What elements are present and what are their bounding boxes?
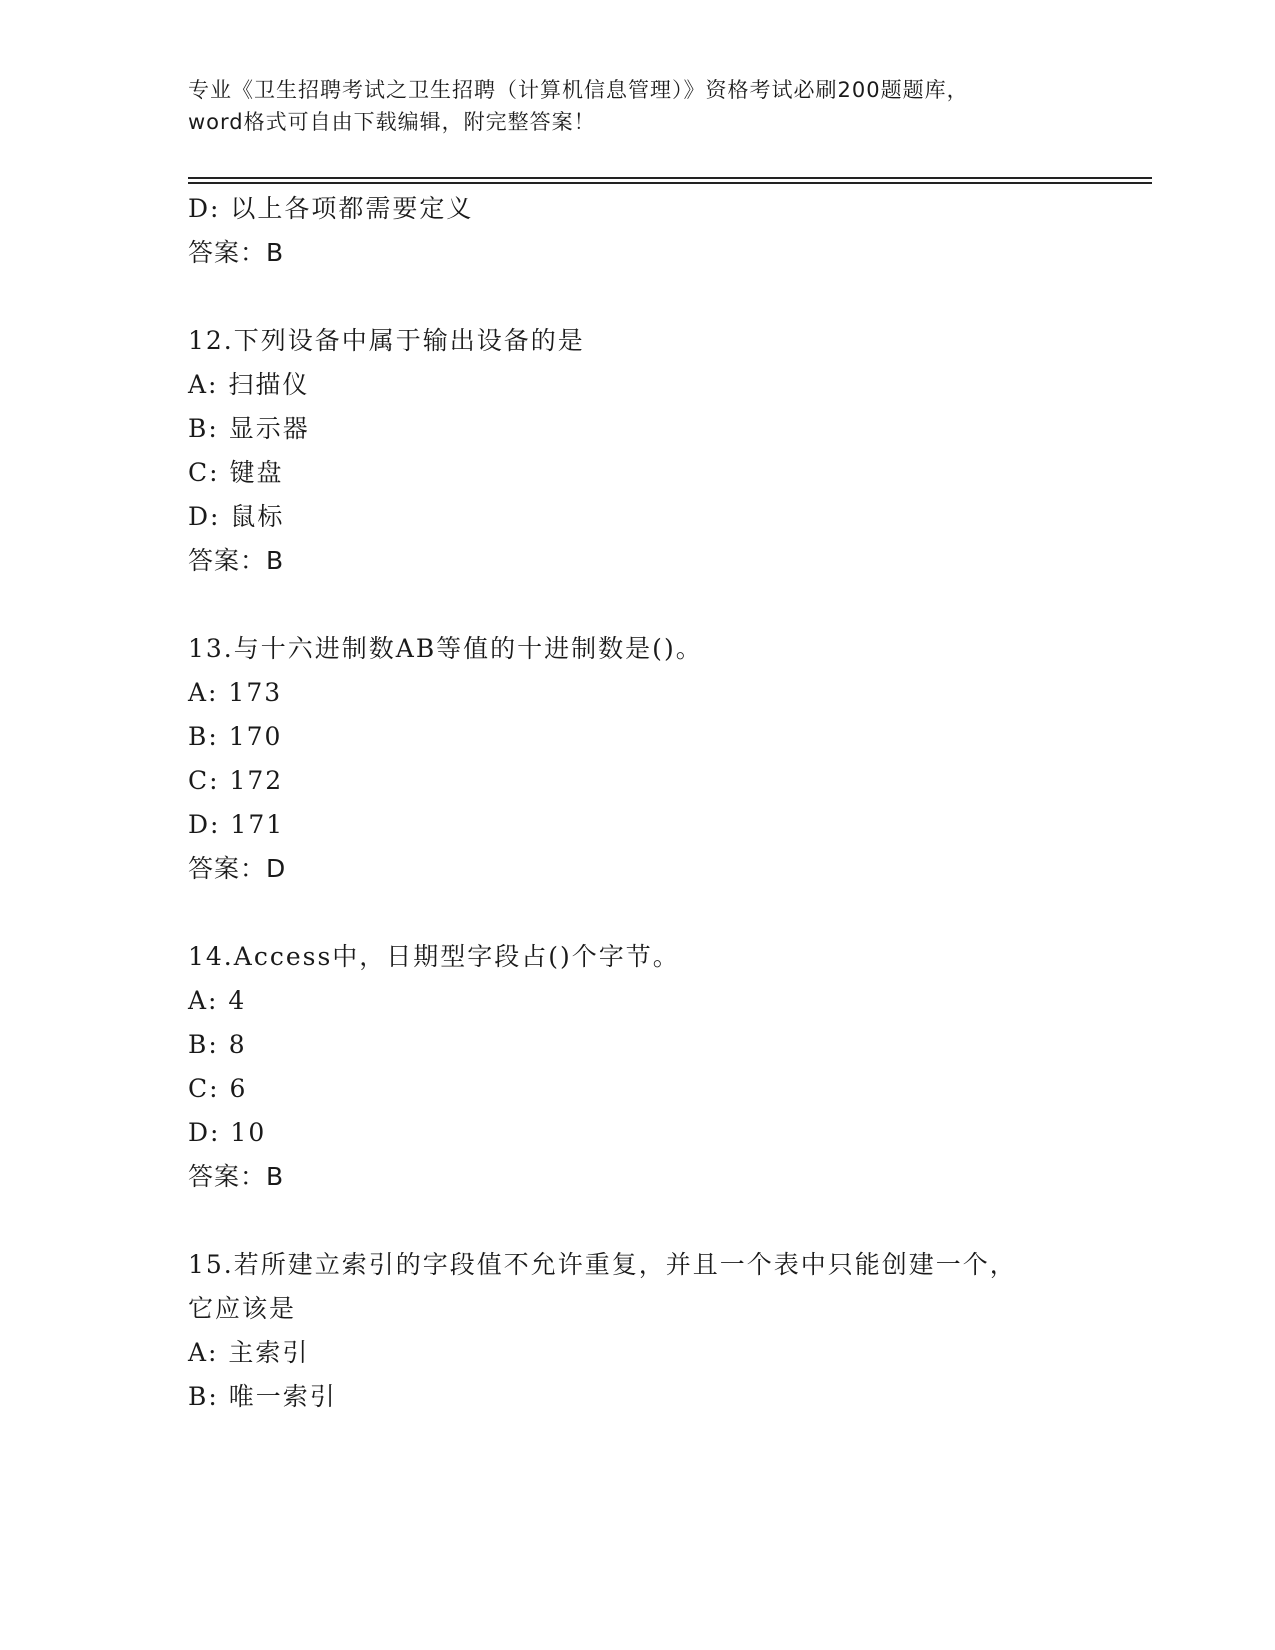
q15-question-line-1: 15.若所建立索引的字段值不允许重复，并且一个表中只能创建一个， xyxy=(188,1250,1017,1279)
header-line-2: word格式可自由下载编辑，附完整答案！ xyxy=(188,110,596,134)
q12-answer: 答案：B xyxy=(188,546,285,575)
q14-question: 14.Access中，日期型字段占()个字节。 xyxy=(188,942,680,971)
q14-option-b: B: 8 xyxy=(188,1030,247,1059)
q13-question: 13.与十六进制数AB等值的十进制数是()。 xyxy=(188,634,703,663)
document-header xyxy=(188,74,1088,138)
header-divider-top xyxy=(188,177,1152,179)
q14-option-c: C: 6 xyxy=(188,1074,248,1103)
q13-answer: 答案：D xyxy=(188,854,287,883)
q12-option-d: D: 鼠标 xyxy=(188,502,285,531)
prev-option-d: D: 以上各项都需要定义 xyxy=(188,194,474,223)
header-divider-bottom xyxy=(188,182,1152,184)
q12-option-b: B: 显示器 xyxy=(188,414,310,443)
q14-option-a: A: 4 xyxy=(188,986,247,1015)
q13-option-a: A: 173 xyxy=(188,678,283,707)
q13-option-d: D: 171 xyxy=(188,810,285,839)
q13-option-b: B: 170 xyxy=(188,722,283,751)
q14-option-d: D: 10 xyxy=(188,1118,267,1147)
q12-question: 12.下列设备中属于输出设备的是 xyxy=(188,326,585,355)
q15-option-a: A: 主索引 xyxy=(188,1338,310,1367)
q15-option-b: B: 唯一索引 xyxy=(188,1382,337,1411)
q13-option-c: C: 172 xyxy=(188,766,284,795)
prev-answer: 答案：B xyxy=(188,238,285,267)
q12-option-a: A: 扫描仪 xyxy=(188,370,310,399)
q15-question-line-2: 它应该是 xyxy=(188,1294,297,1323)
q12-option-c: C: 键盘 xyxy=(188,458,284,487)
q14-answer: 答案：B xyxy=(188,1162,285,1191)
header-line-1: 专业《卫生招聘考试之卫生招聘（计算机信息管理）》资格考试必刷200题题库， xyxy=(188,78,969,102)
